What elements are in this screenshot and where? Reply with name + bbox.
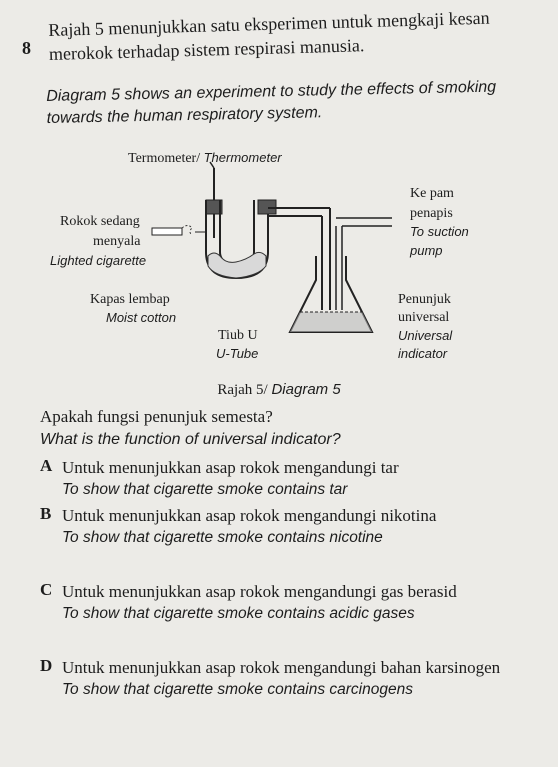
option-b[interactable] xyxy=(40,504,530,549)
option-letter: A xyxy=(40,456,53,475)
pump-label-ms: Ke pam xyxy=(410,186,454,201)
option-a[interactable] xyxy=(40,456,530,501)
utube-label-ms: Tiub U xyxy=(218,328,258,343)
cotton-label-ms: Kapas lembap xyxy=(90,292,170,307)
indicator-label-ms: Penunjuk xyxy=(398,292,451,307)
indicator-label-ms2: universal xyxy=(398,310,450,325)
connecting-tubes xyxy=(268,208,392,310)
option-letter: D xyxy=(40,656,53,675)
question-stem-malay: Rajah 5 menunjukkan satu eksperimen untuk mengkaji kesan merokok terhadap sistem respirasi manusia. xyxy=(48,7,490,64)
option-letter: B xyxy=(40,504,52,523)
question-stem-english: Diagram 5 shows an experiment to study the effects of smoking towards the human respiratory system. xyxy=(46,78,497,127)
caption-ms: Rajah 5/ xyxy=(217,382,268,398)
caption-en: Diagram 5 xyxy=(271,381,341,398)
experiment-apparatus-diagram xyxy=(140,160,400,350)
cigarette-label-ms2: menyala xyxy=(93,234,141,249)
cigarette-label-ms: Rokok sedang xyxy=(60,214,140,229)
option-text-english: To show that cigarette smoke contains nicotine xyxy=(62,529,383,546)
thermometer-label-ms: Termometer/ xyxy=(128,151,201,166)
question-number: 8 xyxy=(22,38,31,58)
diagram-caption xyxy=(0,381,558,399)
option-c[interactable] xyxy=(40,580,530,625)
option-text-malay: Untuk menunjukkan asap rokok mengandungi bahan karsinogen xyxy=(62,658,501,677)
pump-label-ms2: penapis xyxy=(410,206,453,221)
cigarette-label-en: Lighted cigarette xyxy=(50,253,147,268)
option-text-malay: Untuk menunjukkan asap rokok mengandungi nikotina xyxy=(62,506,437,525)
option-text-malay: Untuk menunjukkan asap rokok mengandungi tar xyxy=(62,458,399,477)
prompt-english: What is the function of universal indicator? xyxy=(40,431,341,448)
thermometer-label-en: Thermometer xyxy=(203,150,282,165)
option-d[interactable] xyxy=(40,656,530,701)
utube-label-en: U-Tube xyxy=(216,346,259,361)
cigarette-drawing xyxy=(152,226,206,236)
pump-label-en2: pump xyxy=(410,243,443,258)
option-letter: C xyxy=(40,580,53,599)
option-text-english: To show that cigarette smoke contains acidic gases xyxy=(62,605,415,622)
option-text-english: To show that cigarette smoke contains carcinogens xyxy=(62,681,413,698)
indicator-label-en: Universal xyxy=(398,328,453,343)
cotton-label-en: Moist cotton xyxy=(106,310,177,325)
option-text-english: To show that cigarette smoke contains tar xyxy=(62,481,348,498)
option-text-malay: Untuk menunjukkan asap rokok mengandungi gas berasid xyxy=(62,582,457,601)
pump-label-en: To suction xyxy=(410,224,469,239)
prompt-malay: Apakah fungsi penunjuk semesta? xyxy=(40,407,273,426)
indicator-label-en2: indicator xyxy=(398,346,448,361)
